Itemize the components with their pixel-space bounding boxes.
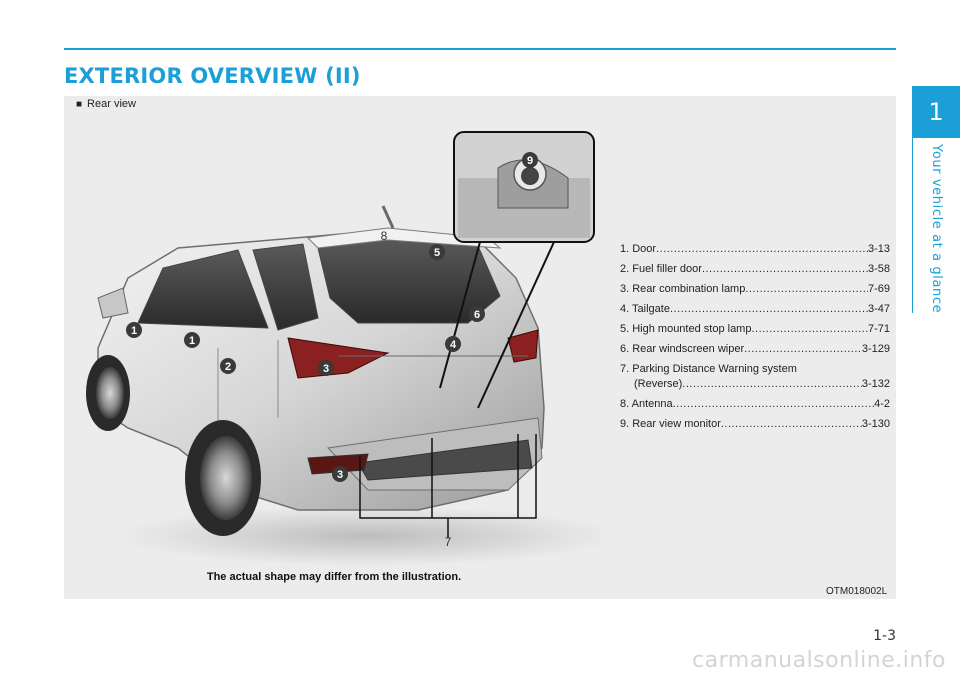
page-number: 1-3 bbox=[873, 628, 896, 644]
chapter-title: Your vehicle at a glance bbox=[929, 144, 944, 314]
figure-code: OTM018002L bbox=[826, 586, 888, 597]
header-rule bbox=[64, 48, 896, 50]
legend-item-page-ref: 7-69 bbox=[867, 283, 890, 295]
leader-dots bbox=[656, 242, 868, 257]
legend-item[interactable] bbox=[620, 342, 890, 357]
callout-1-rear-label: 1 bbox=[188, 335, 196, 347]
legend-item-text: 6. Rear windscreen wiper bbox=[620, 343, 745, 355]
section-label bbox=[76, 98, 136, 110]
callout-1-label: 1 bbox=[130, 325, 138, 337]
callout-6-wiper bbox=[469, 306, 485, 322]
chapter-number: 1 bbox=[928, 98, 944, 126]
leader-dots bbox=[721, 417, 862, 432]
section-label-text: Rear view bbox=[87, 98, 136, 110]
legend-item-page-ref: 3-129 bbox=[861, 343, 890, 355]
legend-item-text: 9. Rear view monitor bbox=[620, 418, 721, 430]
callout-5-stop-lamp bbox=[429, 244, 445, 260]
square-bullet-icon: ■ bbox=[76, 99, 83, 110]
callout-3-label: 3 bbox=[322, 363, 330, 375]
legend-item-page-ref: 4-2 bbox=[874, 398, 890, 410]
callout-3-lower-label: 3 bbox=[336, 469, 344, 481]
legend-item-page-ref: 3-132 bbox=[861, 378, 890, 390]
figure-caption: The actual shape may differ from the illustration. bbox=[206, 571, 462, 583]
legend-item[interactable] bbox=[620, 397, 890, 412]
callout-2-label: 2 bbox=[224, 361, 232, 373]
legend-item-page-ref: 3-47 bbox=[867, 303, 890, 315]
page-title: EXTERIOR OVERVIEW (II) bbox=[64, 64, 361, 88]
callout-5-label: 5 bbox=[433, 247, 441, 259]
callout-4-label: 4 bbox=[449, 339, 457, 351]
callout-9-label: 9 bbox=[526, 155, 534, 167]
callout-6-label: 6 bbox=[473, 309, 481, 321]
callout-1-door-front bbox=[126, 322, 142, 338]
door-mirror bbox=[98, 288, 128, 318]
legend-item[interactable] bbox=[620, 242, 890, 257]
legend-item-text: 4. Tailgate bbox=[620, 303, 670, 315]
legend-item[interactable] bbox=[620, 417, 890, 432]
legend-item-text: 5. High mounted stop lamp bbox=[620, 323, 752, 335]
component-legend bbox=[620, 242, 890, 437]
leader-dots bbox=[673, 397, 874, 412]
callout-2-fuel-door bbox=[220, 358, 236, 374]
leader-dots bbox=[702, 262, 868, 277]
legend-item-text: 3. Rear combination lamp bbox=[620, 283, 746, 295]
leader-dots bbox=[751, 322, 868, 337]
callout-3-lower-lamp bbox=[332, 466, 348, 482]
legend-item[interactable] bbox=[620, 282, 890, 297]
callout-3-upper-lamp bbox=[318, 360, 334, 376]
callout-8-label: 8 bbox=[380, 229, 388, 243]
leader-dots bbox=[670, 302, 868, 317]
legend-item[interactable] bbox=[620, 262, 890, 277]
legend-item-text: 7. Parking Distance Warning system bbox=[620, 363, 797, 375]
legend-item-text: 2. Fuel filler door bbox=[620, 263, 702, 275]
ground-shadow bbox=[118, 506, 600, 566]
legend-item[interactable] bbox=[620, 302, 890, 317]
chapter-tab[interactable] bbox=[912, 86, 960, 138]
leader-dots bbox=[745, 282, 868, 297]
legend-item-text: 1. Door bbox=[620, 243, 657, 255]
legend-item-text-continued: (Reverse) bbox=[634, 378, 683, 390]
leader-dots bbox=[682, 377, 862, 392]
legend-item-page-ref: 7-71 bbox=[867, 323, 890, 335]
callout-7-label: 7 bbox=[444, 535, 452, 549]
callout-1-door-rear bbox=[184, 332, 200, 348]
legend-item-page-ref: 3-13 bbox=[867, 243, 890, 255]
legend-item-page-ref: 3-58 bbox=[867, 263, 890, 275]
callout-9-camera bbox=[522, 152, 538, 168]
callout-4-tailgate bbox=[445, 336, 461, 352]
watermark: carmanualsonline.info bbox=[692, 648, 946, 673]
legend-item-text: 8. Antenna bbox=[620, 398, 673, 410]
vehicle-rear-illustration bbox=[68, 118, 600, 570]
legend-item[interactable] bbox=[620, 322, 890, 337]
leader-dots bbox=[744, 342, 862, 357]
legend-item[interactable] bbox=[620, 362, 890, 392]
legend-item-page-ref: 3-130 bbox=[861, 418, 890, 430]
